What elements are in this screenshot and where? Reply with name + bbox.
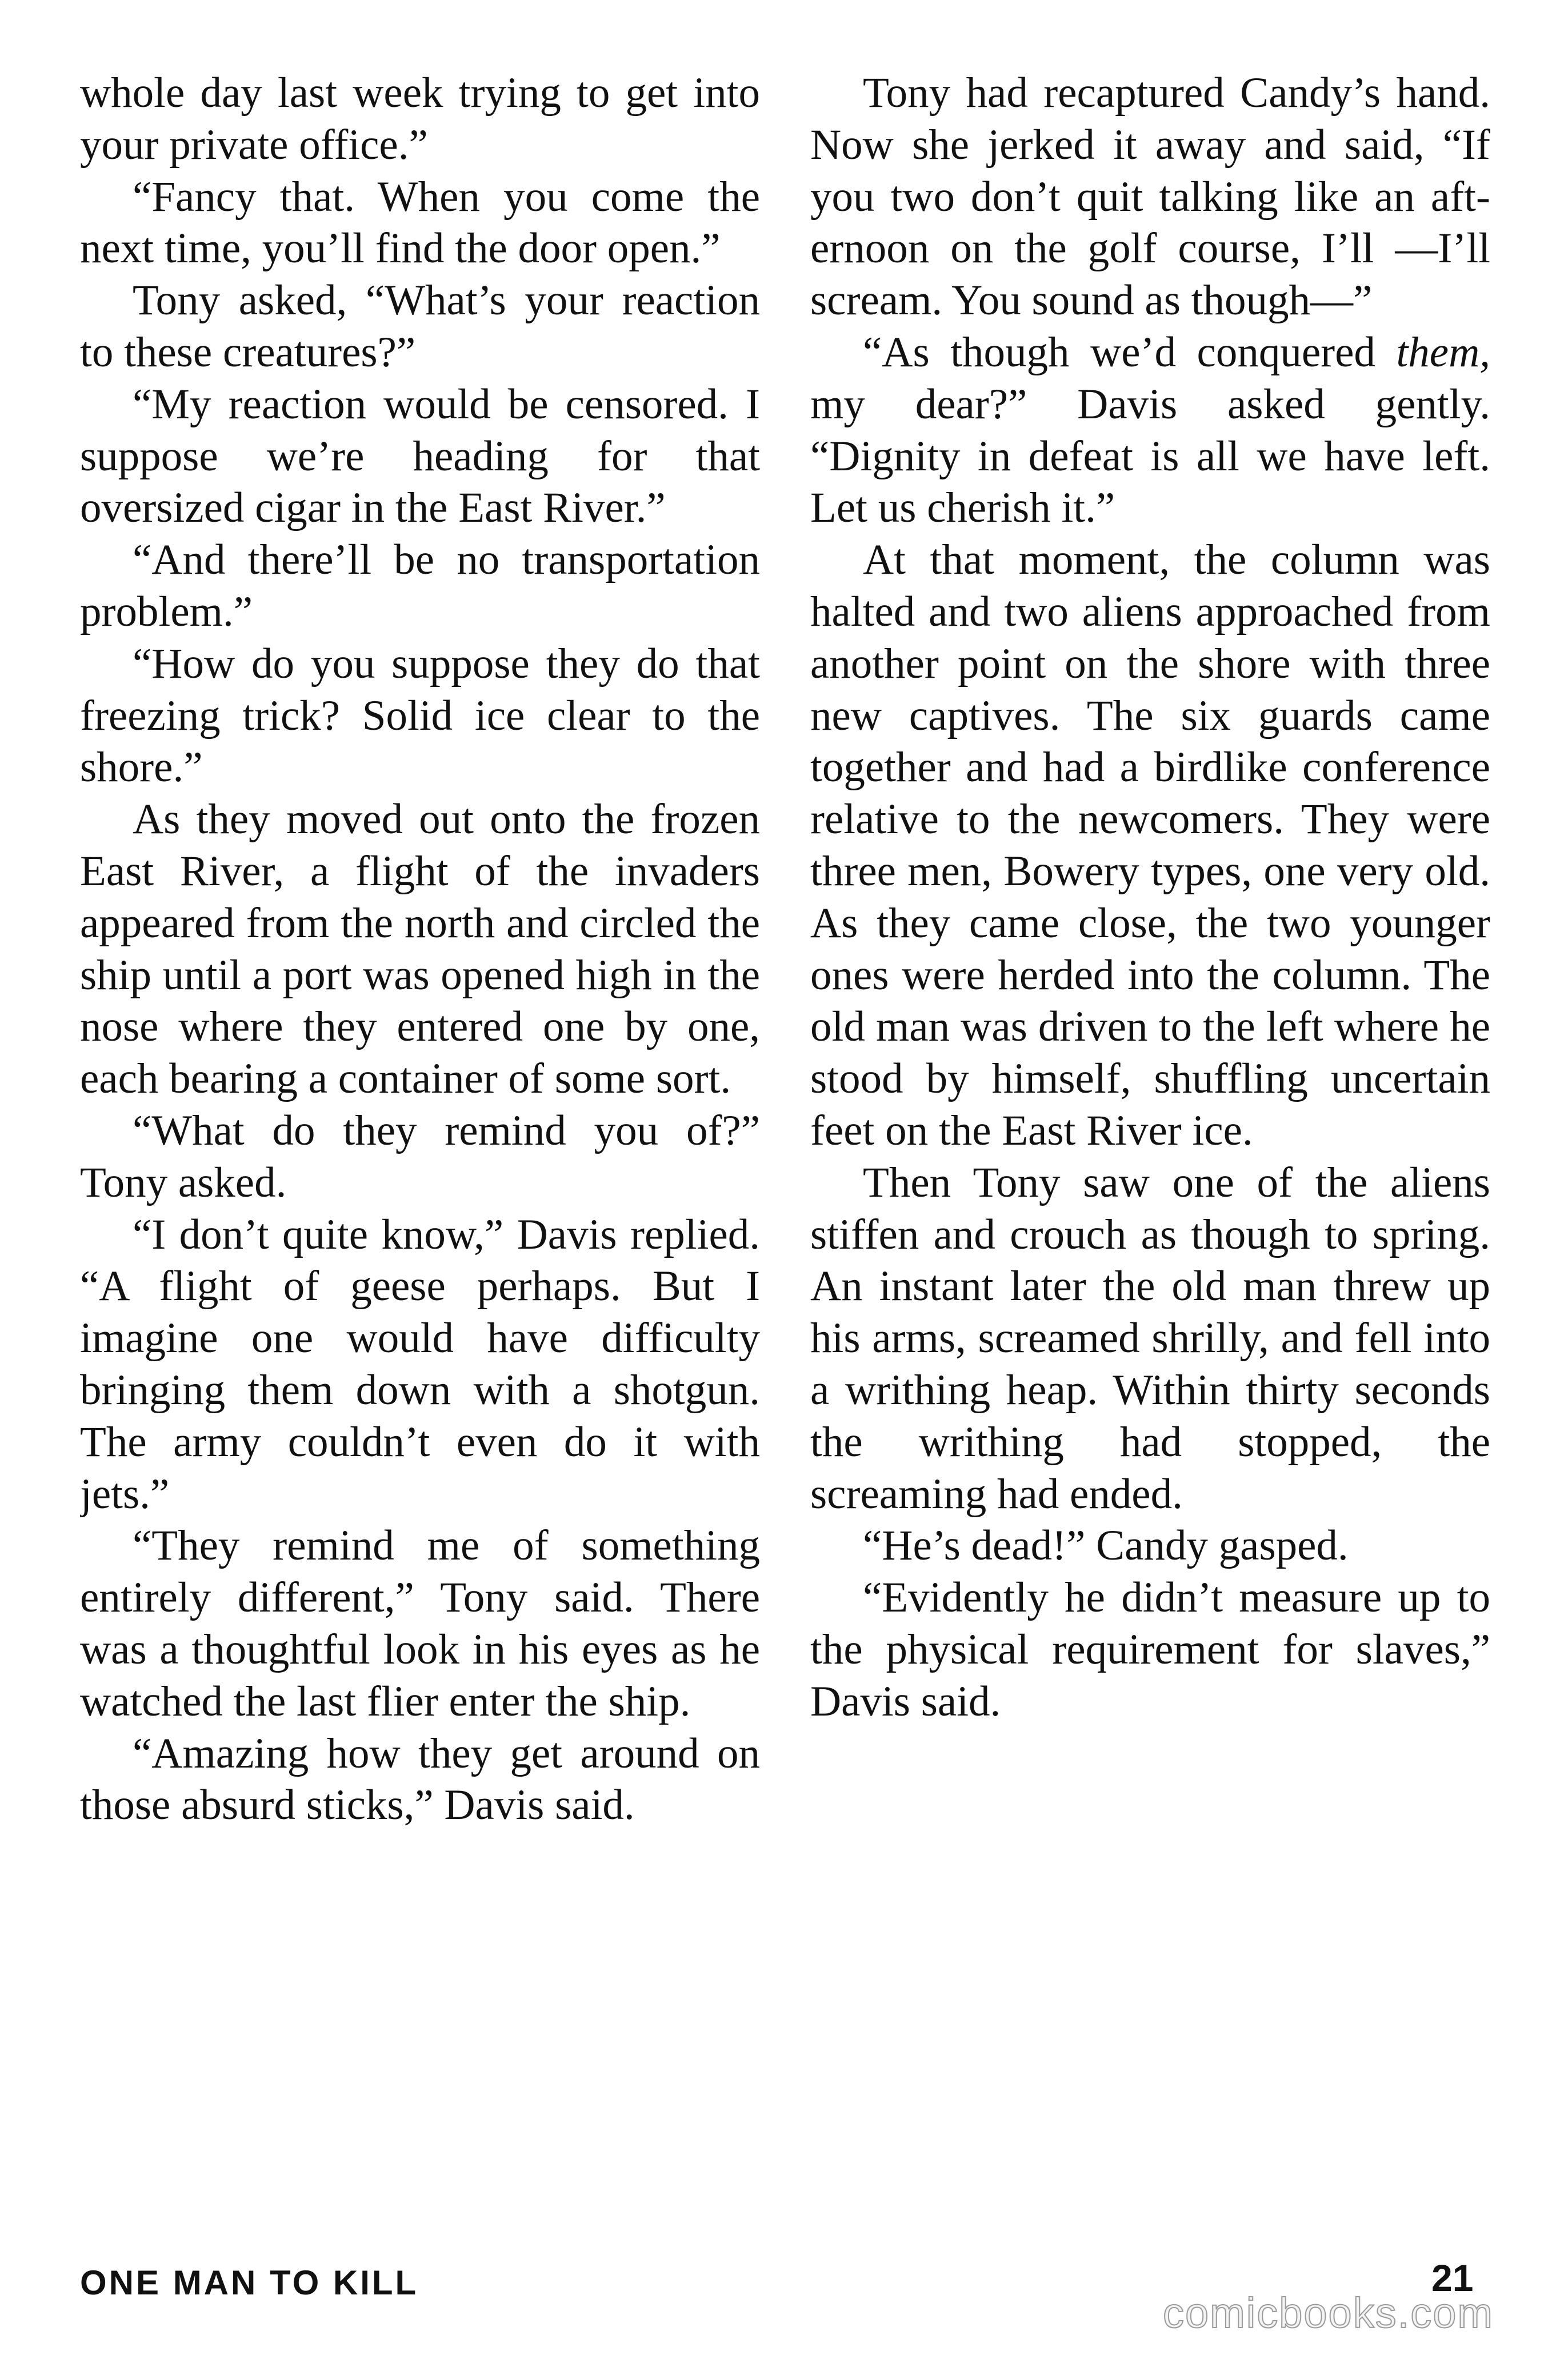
right-text-column [810, 67, 1490, 2216]
running-footer-title: ONE MAN TO KILL [80, 2264, 419, 2302]
watermark: comicbooks.com [1163, 2289, 1494, 2337]
paragraph: Then Tony saw one of the aliens stiffen and crouch as though to spring. An instant later the old man threw up his arms, screamed shrilly, and fell into a writhing heap. Within thirty seconds the writhing had stopped, the screaming had ended. [810, 1158, 1490, 1518]
paragraph: “Evidently he didn’t measure up to the physical requirement for slaves,” Davis said. [810, 1574, 1490, 1725]
paragraph: At that moment, the column was halted and two aliens approached from another point on the shore with three new captives. The six guards came together and had a birdlike conference relative to the newcomers. They were three men, Bowery types, one very old. As they came close, the two younger ones were herded into the column. The old man was driven to the left where he stood by himself, shuffling uncertain feet on the East River ice. [810, 536, 1490, 1154]
paragraph: “Fancy that. When you come the next time, you’ll find the door open.” [80, 173, 760, 273]
paragraph: “What do they remind you of?” Tony asked. [80, 1106, 760, 1206]
left-text-column [80, 67, 760, 2216]
paragraph: whole day last week trying to get into your private office.” [80, 69, 760, 169]
paragraph [810, 327, 1490, 534]
paragraph: “They remind me of something entirely different,” Tony said. There was a thoughtful look in his eyes as he watched the last flier enter the ship. [80, 1522, 760, 1725]
paragraph: Tony had recaptured Candy’s hand. Now she jerked it away and said, “If you two don’t quit talking like an afternoon on the golf course, I’ll —I’ll scream. You sound as though—” [810, 69, 1490, 325]
paragraph: “Amazing how they get around on those absurd sticks,” Davis said. [80, 1729, 760, 1829]
paragraph: “How do you suppose they do that freezing trick? Solid ice clear to the shore.” [80, 639, 760, 791]
paragraph: “He’s dead!” Candy gasped. [863, 1522, 1349, 1570]
paragraph: “My reaction would be censored. I suppose we’re heading for that oversized cigar in the East River.” [80, 380, 760, 532]
paragraph: Tony asked, “What’s your reaction to these creatures?” [80, 277, 760, 376]
emphasized-text: them, [1396, 328, 1490, 376]
paragraph: “And there’ll be no transportation problem.” [80, 536, 760, 635]
paragraph-text: “As though we’d conquered [863, 328, 1397, 376]
page-number: 21 [1431, 2257, 1474, 2299]
paragraph: “I don’t quite know,” Davis replied. “A flight of geese perhaps. But I imagine one would have difficulty bringing them down with a shotgun. The army couldn’t even do it with jets.” [80, 1210, 760, 1518]
paragraph-text: my dear?” Davis asked gently. “Dignity in defeat is all we have left. Let us cherish it.” [810, 380, 1490, 532]
paragraph: As they moved out onto the frozen East River, a flight of the invaders appeared from the north and circled the ship until a port was opened high in the nose where they entered one by one, each bearing a container of some sort. [80, 795, 760, 1103]
